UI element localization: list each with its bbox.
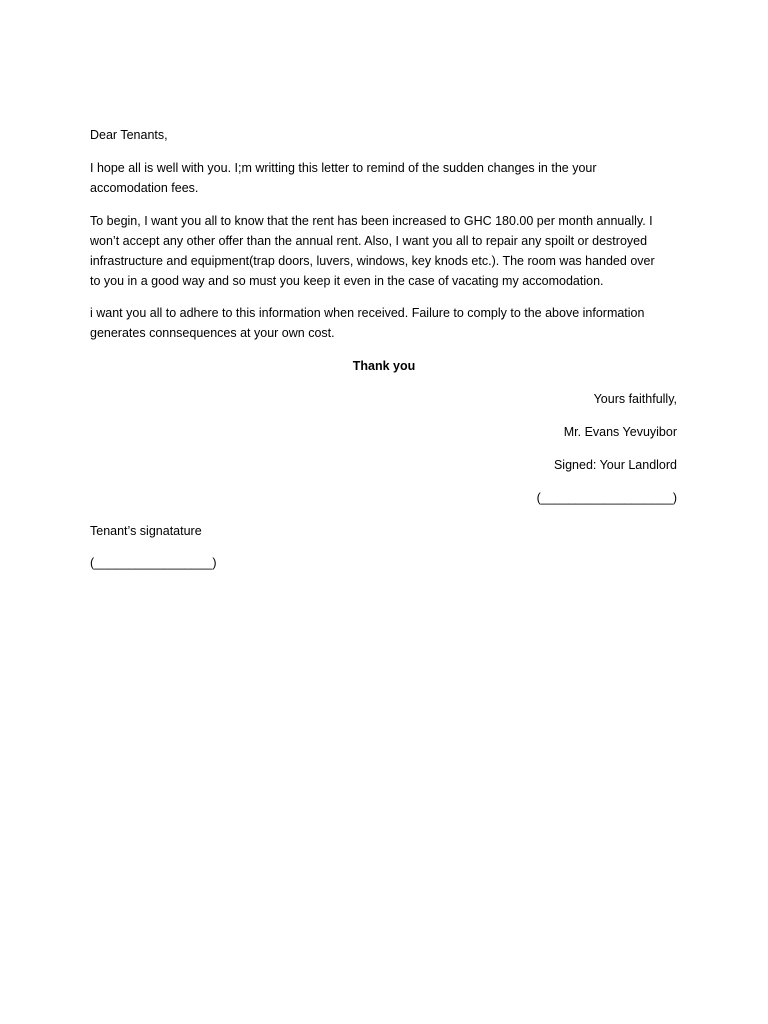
paragraph-rent-terms-line: won’t accept any other offer than the annual rent. Also, I want you all to repair any spoilt or destroyed — [90, 234, 648, 248]
landlord-signature-blank: (___________________) — [536, 491, 677, 505]
closing-line: Yours faithfully, — [593, 392, 677, 406]
tenant-signature-label: Tenant’s signatature — [90, 524, 202, 538]
salutation: Dear Tenants, — [90, 128, 168, 142]
paragraph-intro-line: I hope all is well with you. I;m writting this letter to remind of the sudden changes in the your — [90, 161, 597, 175]
paragraph-intro — [90, 158, 680, 198]
paragraph-rent-terms-line: To begin, I want you all to know that the rent has been increased to GHC 180.00 per month annually. I — [90, 214, 653, 228]
paragraph-rent-terms — [90, 211, 680, 291]
tenant-signature-blank: (_________________) — [90, 556, 217, 570]
thank-you-line: Thank you — [352, 359, 416, 373]
signed-line: Signed: Your Landlord — [553, 458, 677, 472]
paragraph-rent-terms-line: to you in a good way and so must you keep it even in the case of vacating my accomodation. — [90, 274, 604, 288]
paragraph-compliance-line: i want you all to adhere to this information when received. Failure to comply to the above information — [90, 306, 645, 320]
paragraph-compliance-line: generates connsequences at your own cost. — [90, 326, 335, 340]
paragraph-intro-line: accomodation fees. — [90, 181, 199, 195]
paragraph-rent-terms-line: infrastructure and equipment(trap doors, luvers, windows, key knods etc.). The room was handed over — [90, 254, 655, 268]
paragraph-compliance — [90, 303, 680, 343]
sender-name: Mr. Evans Yevuyibor — [563, 425, 677, 439]
